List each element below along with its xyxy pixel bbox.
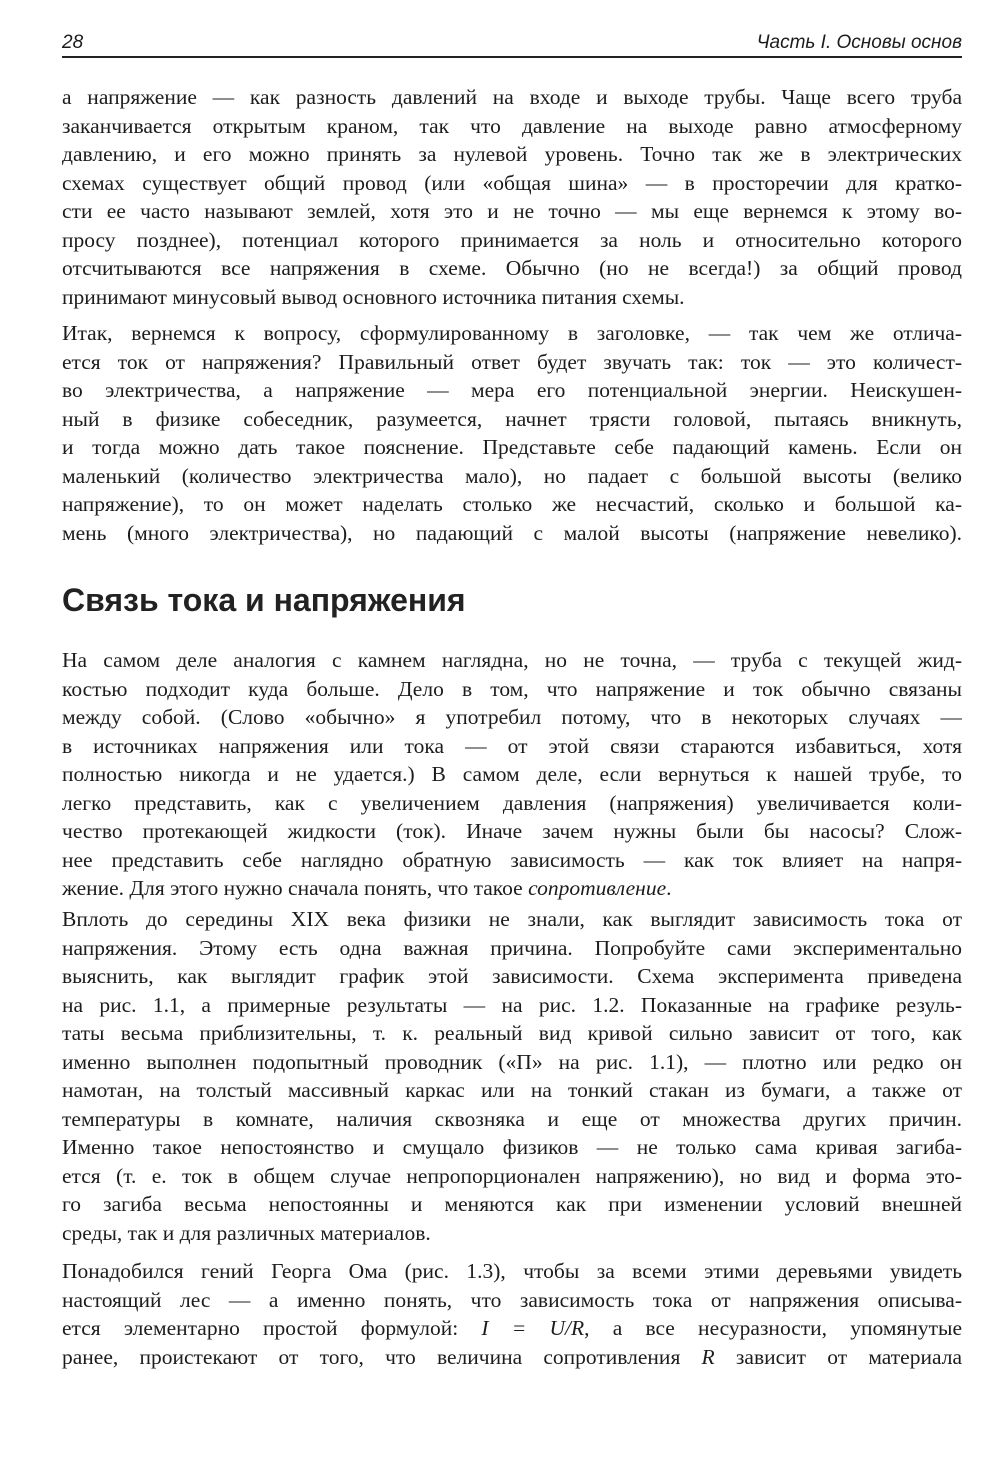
chapter-title: Часть I. Основы основ [756,32,962,53]
text-line: во электричества, а напряжение — мера его потенциальной энергии. Неискушен- [62,378,962,402]
text-line: Вплоть до середины XIX века физики не знали, как выглядит зависимость тока от [62,907,962,931]
text-line: легко представить, как с увеличением давления (напряжения) увеличивается коли- [62,790,962,815]
text-line: схемах существует общий провод (или «общая шина» — в просторечии для кратко- [62,170,962,195]
text-line: выяснить, как выглядит график этой зависимости. Схема эксперимента приведена [62,964,962,988]
text-line: настоящий лес — а именно понять, что зависимость тока от напряжения описыва- [62,1287,962,1312]
text-line [62,1314,962,1343]
text-line: принимают минусовый вывод основного источника питания схемы. [62,284,685,309]
text-line: и тогда можно дать такое пояснение. Представьте себе падающий камень. Если он [62,435,962,459]
text-segment: зависит от материала [714,1344,962,1369]
text-line: давлению, и его можно принять за нулевой уровень. Точно так же в электрических [62,142,962,166]
paragraph [62,1257,962,1371]
paragraph [62,83,962,311]
text-segment: ранее, проистекают от того, что величина сопротивления [62,1344,702,1369]
text-line: таты весьма приблизительны, т. к. реальный вид кривой сильно зависит от того, как [62,1021,962,1045]
text-line: намотан, на толстый массивный каркас или на тонкий стакан из бумаги, а также от [62,1078,962,1102]
text-line: именно выполнен подопытный проводник («П» на рис. 1.1), — плотно или редко он [62,1049,962,1074]
text-line: напряжения. Этому есть одна важная причина. Попробуйте сами экспериментально [62,935,962,960]
text-line: маленький (количество электричества мало), но падает с большой высоты (велико [62,463,962,488]
italic-term: сопротивление [528,876,667,900]
text-segment: . [666,876,672,900]
text-line [62,874,962,903]
text-line: ется (т. е. ток в общем случае непропорционален напряжению), но вид и форма это- [62,1163,962,1188]
text-line: на рис. 1.1, а примерные результаты — на рис. 1.2. Показанные на графике резуль- [62,992,962,1017]
text-segment: жение. Для этого нужно сначала понять, что такое [62,876,529,900]
text-line: температуры в комнате, наличия сквозняка и еще от множества других причин. [62,1106,962,1131]
text-line: в источниках напряжения или тока — от этой связи стараются избавиться, хотя [62,733,962,758]
running-header [62,28,962,58]
text-line: заканчивается открытым краном, так что давление на выходе равно атмосферному [62,113,962,138]
text-line: Понадобился гений Георга Ома (рис. 1.3), чтобы за всеми этими деревьями увидеть [62,1259,962,1283]
text-line: между собой. (Слово «обычно» я употребил потому, что в некоторых случаях — [62,705,962,729]
text-line: ный в физике собеседник, разумеется, начнет трясти головой, пытаясь вникнуть, [62,406,962,431]
text-segment: ется элементарно простой формулой: [62,1316,482,1340]
text-segment: , а все несуразности, упомянутые [584,1316,962,1340]
text-line: Именно такое непостоянство и смущало физиков — не только сама кривая загиба- [62,1135,962,1159]
text-line [62,1343,962,1372]
text-line: Итак, вернемся к вопросу, сформулированному в заголовке, — так чем же отлича- [62,321,962,345]
text-line: отсчитываются все напряжения в схеме. Обычно (но не всегда!) за общий провод [62,256,962,280]
text-line: а напряжение — как разность давлений на входе и выходе трубы. Чаще всего труба [62,85,962,109]
text-line: ется ток от напряжения? Правильный ответ будет звучать так: ток — это количест- [62,349,962,374]
italic-term: R [701,1344,715,1369]
italic-term: I = U/R [481,1316,585,1340]
text-line: На самом деле аналогия с камнем наглядна, но не точна, — труба с текущей жид- [62,648,962,672]
text-line: полностью никогда и не удается.) В самом деле, если вернуться к нашей трубе, то [62,762,962,786]
text-line: просу позднее), потенциал которого принимается за ноль и относительно которого [62,227,962,252]
paragraph [62,319,962,547]
paragraph [62,646,962,903]
text-line: го загиба весьма непостоянны и меняются как при изменении условий внешней [62,1192,962,1216]
text-line: сти ее часто называют землей, хотя это и не точно — мы еще вернемся к этому во- [62,199,962,223]
text-line: напряжение), то он может наделать столько же несчастий, сколько и большой ка- [62,492,962,516]
section-heading: Связь тока и напряжения [62,582,466,618]
text-line: среды, так и для различных материалов. [62,1220,431,1245]
text-line: мень (много электричества), но падающий с малой высоты (напряжение невелико). [62,520,962,545]
text-line: чество протекающей жидкости (ток). Иначе зачем нужны были бы насосы? Слож- [62,819,962,843]
text-line: нее представить себе наглядно обратную зависимость — как ток влияет на напря- [62,847,962,872]
text-line: костью подходит куда больше. Дело в том, что напряжение и ток обычно связаны [62,676,962,701]
page-number: 28 [62,32,84,53]
paragraph [62,905,962,1247]
